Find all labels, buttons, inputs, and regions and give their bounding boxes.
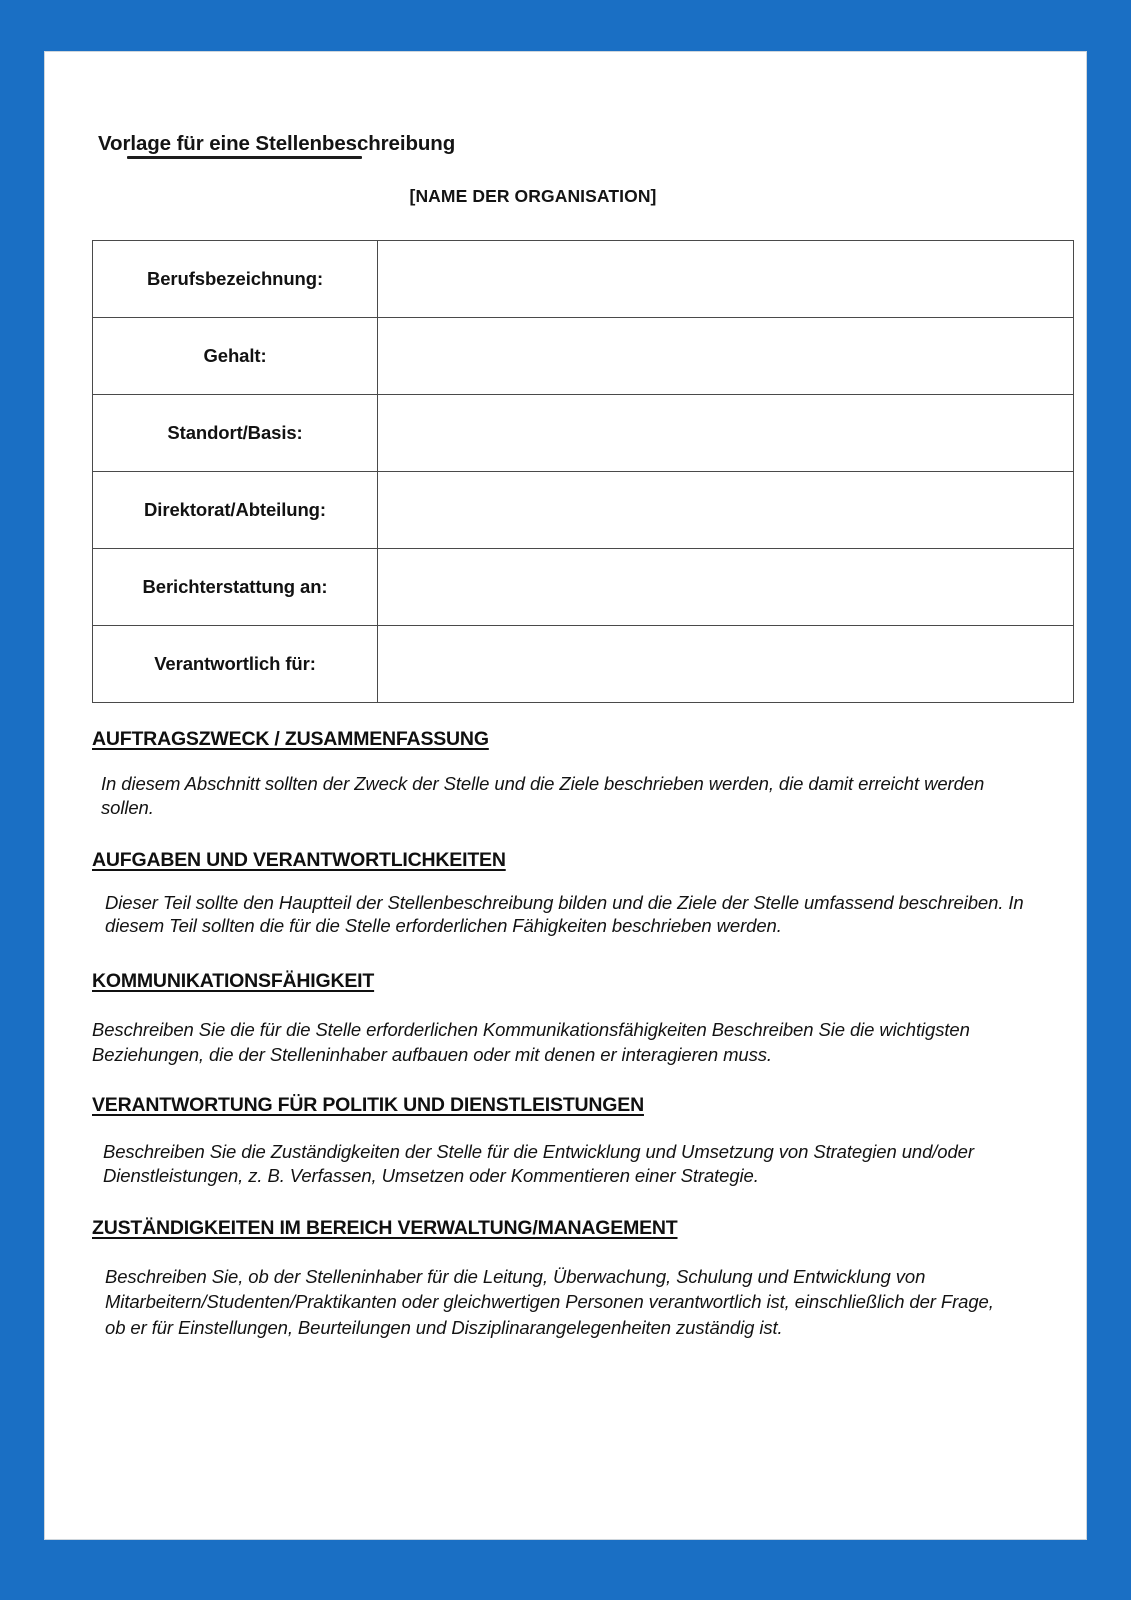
section-policy-services (92, 1068, 1062, 1189)
section-body-duties: Dieser Teil sollte den Hauptteil der Stellenbeschreibung bilden und die Ziele der Stelle umfassend beschreiben. In diesem Teil sollten die für die Stelle erforderlichen Fähigkeiten beschrieben werden. (105, 891, 1024, 936)
section-communication (92, 938, 1062, 1068)
table-row (93, 318, 1074, 395)
field-label-reports-to: Berichterstattung an: (93, 549, 378, 626)
field-label-location: Standort/Basis: (93, 395, 378, 472)
section-management (92, 1189, 1062, 1341)
section-duties (92, 821, 1062, 938)
field-label-responsible-for: Verantwortlich für: (93, 626, 378, 703)
table-row (93, 626, 1074, 703)
field-label-directorate: Direktorat/Abteilung: (93, 472, 378, 549)
job-details-table (92, 240, 1074, 703)
field-label-job-title: Berufsbezeichnung: (93, 241, 378, 318)
field-value-reports-to[interactable] (378, 549, 1074, 626)
field-value-location[interactable] (378, 395, 1074, 472)
field-value-directorate[interactable] (378, 472, 1074, 549)
section-body-communication: Beschreiben Sie die für die Stelle erforderlichen Kommunikationsfähigkeiten Beschreiben Sie die wichtigsten Beziehungen, die der Stelleninhaber aufbauen oder mit denen er interagieren muss. (92, 1018, 970, 1066)
table-row (93, 549, 1074, 626)
section-purpose (92, 728, 1062, 821)
table-row (93, 472, 1074, 549)
section-heading-policy-services: VERANTWORTUNG FÜR POLITIK UND DIENSTLEISTUNGEN (92, 1093, 644, 1116)
document-title: Vorlage für eine Stellenbeschreibung (98, 132, 456, 155)
field-value-responsible-for[interactable] (378, 626, 1074, 703)
document-page (45, 52, 1086, 1539)
table-row (93, 395, 1074, 472)
organisation-name-placeholder: [NAME DER ORGANISATION] (409, 186, 657, 206)
field-label-salary: Gehalt: (93, 318, 378, 395)
section-heading-management: ZUSTÄNDIGKEITEN IM BEREICH VERWALTUNG/MANAGEMENT (92, 1216, 678, 1239)
field-value-job-title[interactable] (378, 241, 1074, 318)
section-body-policy-services: Beschreiben Sie die Zuständigkeiten der Stelle für die Entwicklung und Umsetzung von Strategien und/oder Dienstleistungen, z. B. Verfassen, Umsetzen oder Kommentieren einer Strategie. (103, 1140, 974, 1187)
table-row (93, 241, 1074, 318)
section-body-purpose: In diesem Abschnitt sollten der Zweck der Stelle und die Ziele beschrieben werden, die damit erreicht werden sollen. (101, 773, 985, 819)
title-underline-artifact (127, 156, 362, 159)
section-heading-duties: AUFGABEN UND VERANTWORTLICHKEITEN (92, 848, 506, 871)
section-heading-communication: KOMMUNIKATIONSFÄHIGKEIT (92, 969, 375, 992)
field-value-salary[interactable] (378, 318, 1074, 395)
document-sections (92, 728, 1062, 1340)
section-body-management: Beschreiben Sie, ob der Stelleninhaber für die Leitung, Überwachung, Schulung und Entwicklung von Mitarbeitern/Studenten/Praktikanten oder gleichwertigen Personen verantwortlich ist, einschließlich der Frage, ob er für Einstellungen, Beurteilungen und Disziplinarangelegenheiten zuständig ist. (105, 1265, 994, 1338)
section-heading-purpose: AUFTRAGSZWECK / ZUSAMMENFASSUNG (92, 728, 489, 750)
